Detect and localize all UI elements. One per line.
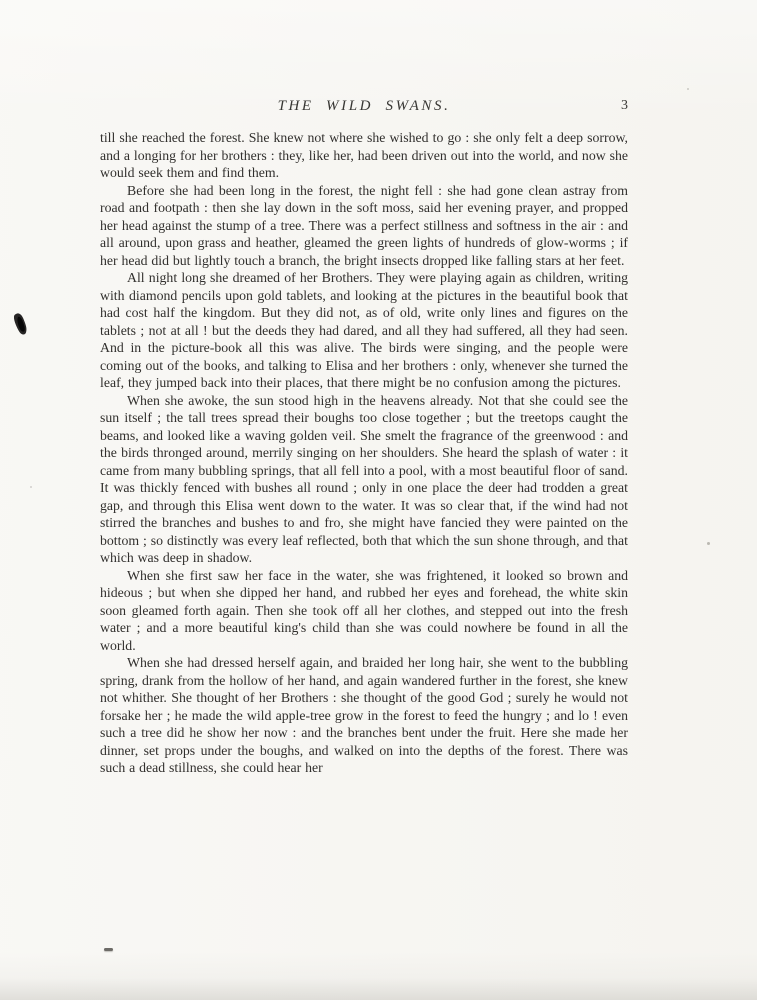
scan-speck — [687, 88, 689, 90]
scan-speck — [707, 542, 710, 545]
body-paragraph: When she awoke, the sun stood high in the heavens already. Not that she could see the sun itself ; the tall trees spread their boughs too close together ; but the treetops caught the beams, and looked like a waving golden veil. She smelt the fragrance of the greenwood : and the birds thronged around, merrily singing on her shoulders. She heard the splash of water : it came from many bubbling springs, that all fell into a pool, with a most beautiful floor of sand. It was thickly fenced with bushes all round ; only in one place the deer had trodden a great gap, and through this Elisa went down to the water. It was so clear that, if the wind had not stirred the branches and bushes to and fro, she might have fancied they were painted on the bottom ; so distinctly was every leaf reflected, both that which the sun shone through, and that which was deep in shadow. — [100, 392, 628, 565]
printer-dash-mark — [104, 948, 113, 951]
running-header — [100, 97, 628, 115]
running-header-title: THE WILD SWANS. — [277, 98, 451, 114]
body-paragraph: till she reached the forest. She knew not where she wished to go : she only felt a deep sorrow, and a longing for her brothers : they, like her, had been driven out into the world, and now she would seek them and find them. — [100, 130, 628, 180]
body-paragraph: When she first saw her face in the water, she was frightened, it looked so brown and hideous ; but when she dipped her hand, and rubbed her eyes and forehead, the white skin soon gleamed forth again. Then she took off all her clothes, and stepped out into the fresh water ; and a more beautiful king's child than she was could nowhere be found in all the world. — [100, 567, 628, 653]
body-paragraph: Before she had been long in the forest, the night fell : she had gone clean astray from road and footpath : then she lay down in the soft moss, said her evening prayer, and propped her head against the stump of a tree. There was a perfect stillness and softness in the air : and all around, upon grass and heather, gleamed the green lights of hundreds of glow-worms ; if her head did but lightly touch a branch, the bright insects dropped like falling stars at her feet. — [100, 182, 628, 268]
body-paragraph: All night long she dreamed of her Brothers. They were playing again as children, writing with diamond pencils upon gold tablets, and looking at the pictures in the beautiful book that had cost half the kingdom. But they did not, as of old, write only lines and figures on the tablets ; not at all ! but the deeds they had dared, and all they had suffered, all they had seen. And in the picture-book all this was alive. The birds were singing, and the people were coming out of the books, and talking to Elisa and her brothers : only, whenever she turned the leaf, they jumped back into their places, that there might be no confusion among the pictures. — [100, 270, 628, 390]
body-paragraph: When she had dressed herself again, and braided her long hair, she went to the bubbling spring, drank from the hollow of her hand, and again wandered further in the forest, she knew not whither. She thought of her Brothers : she thought of the good God ; surely he would not forsake her ; he made the wild apple-tree grow in the forest to feed the hungry ; and lo ! even such a tree did he show her now : and the branches bent under the fruit. Here she made her dinner, set props under the boughs, and walked on into the depths of the forest. There was such a dead stillness, she could hear her — [100, 655, 628, 775]
scan-speck — [30, 486, 32, 488]
body-text-block — [100, 129, 628, 777]
page-number: 3 — [621, 98, 628, 113]
ink-blot-mark — [9, 311, 35, 341]
